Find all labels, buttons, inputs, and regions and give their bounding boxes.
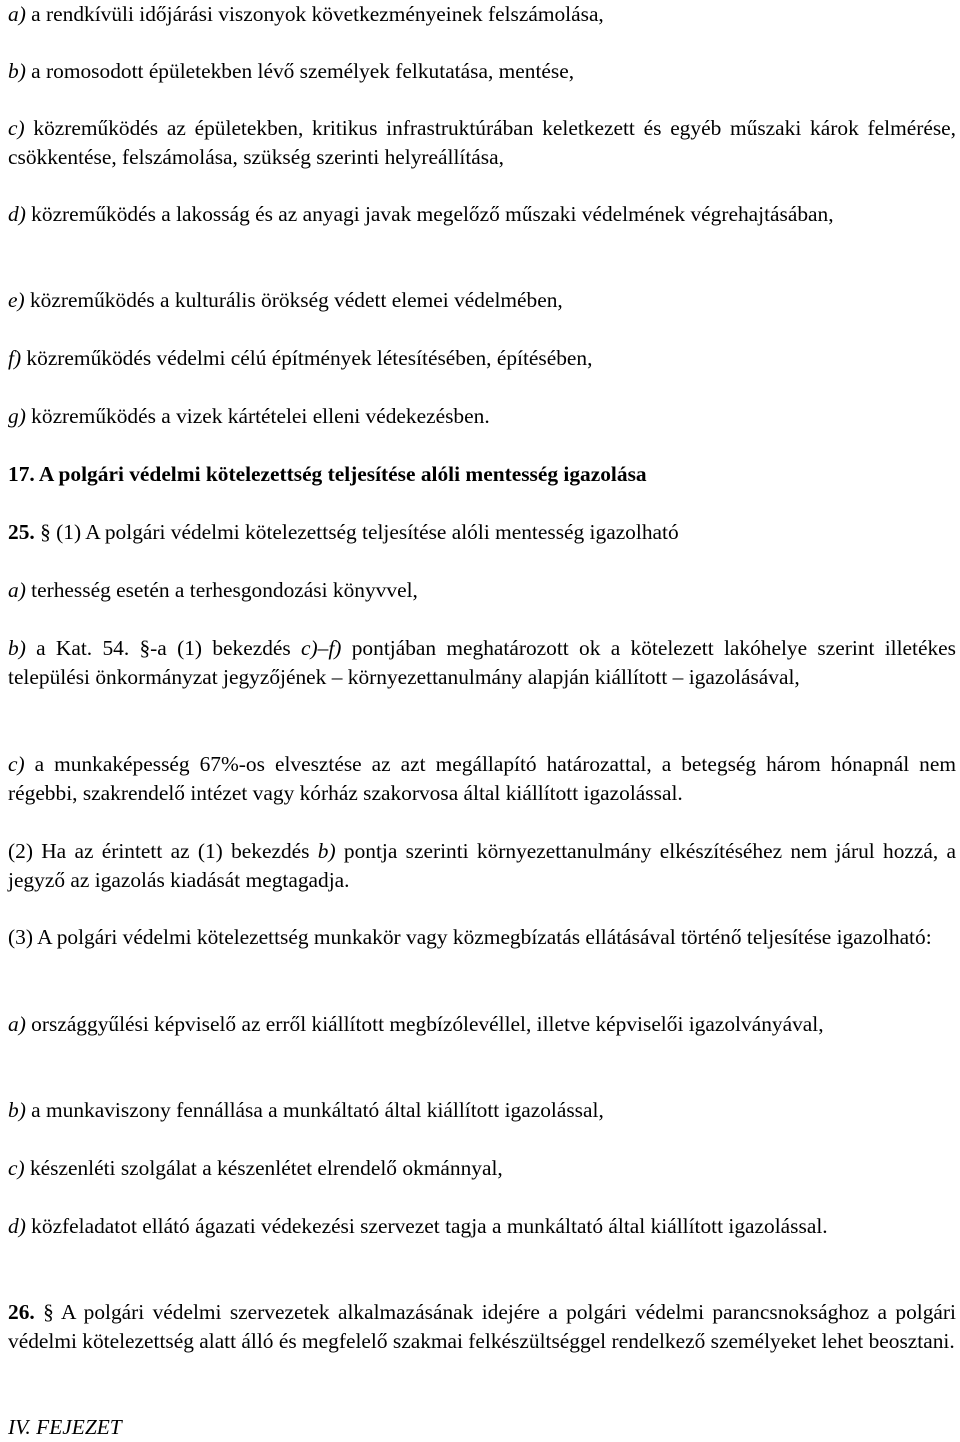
section-text: § A polgári védelmi szervezetek alkalmazásának idejére a polgári védelmi parancsnoksághoz a polgári védelmi kötelezettség alatt álló és megfelelő szakmai felkészültséggel rendelkező személyeket lehet beosztani. bbox=[8, 1300, 956, 1353]
point-label: b) bbox=[8, 1098, 26, 1122]
paragraph-text: pontja szerinti környezettanulmány elkészítéséhez nem járul hozzá, a jegyző az igazolás kiadását megtagadja. bbox=[8, 839, 956, 892]
point-label: b) bbox=[8, 59, 26, 83]
point-label: e) bbox=[8, 288, 25, 312]
paragraph-b bbox=[8, 57, 956, 86]
point-label: b) bbox=[8, 636, 26, 660]
point-text: közreműködés a lakosság és az anyagi javak megelőző műszaki védelmének végrehajtásában, bbox=[25, 202, 834, 226]
section-number: 25. bbox=[8, 520, 35, 544]
point-text: a romosodott épületekben lévő személyek felkutatása, mentése, bbox=[25, 59, 575, 83]
paragraph-f bbox=[8, 344, 956, 373]
section-heading-17: 17. A polgári védelmi kötelezettség teljesítése alóli mentesség igazolása bbox=[8, 462, 647, 486]
point-label: c) bbox=[8, 752, 25, 776]
paragraph-text: (3) A polgári védelmi kötelezettség munkakör vagy közmegbízatás ellátásával történő teljesítése igazolható: bbox=[8, 925, 932, 949]
point-label: g) bbox=[8, 404, 26, 428]
point-text: a munkaképesség 67%-os elvesztése az azt megállapító határozattal, a betegség három hónapnál nem régebbi, szakrendelő intézet vagy kórház szakorvosa által kiállított igazolással. bbox=[8, 752, 956, 805]
point-text: közreműködés az épületekben, kritikus infrastruktúrában keletkezett és egyéb műszaki károk felmérése, csökkentése, felszámolása, szükség szerinti helyreállítása, bbox=[8, 116, 956, 169]
paragraph-d bbox=[8, 200, 956, 229]
paragraph-g bbox=[8, 402, 956, 431]
section-number: 26. bbox=[8, 1300, 35, 1324]
paragraph-a bbox=[8, 0, 956, 29]
section-text: § (1) A polgári védelmi kötelezettség teljesítése alóli mentesség igazolható bbox=[34, 520, 679, 544]
point-text: pontjában meghatározott ok a kötelezett lakóhelye szerint illetékes települési önkormányzat jegyzőjének – környezettanulmány alapján kiállított – igazolásával, bbox=[8, 636, 957, 689]
chapter-heading: IV. FEJEZET bbox=[8, 1415, 122, 1439]
section-25-paragraph-3-point-d bbox=[8, 1212, 956, 1241]
point-reference: c)–f) bbox=[301, 636, 342, 660]
section-25-point-a bbox=[8, 576, 956, 605]
point-reference: b) bbox=[317, 839, 336, 863]
point-label: d) bbox=[8, 202, 26, 226]
section-25 bbox=[8, 518, 956, 547]
paragraph-c bbox=[8, 114, 956, 172]
section-26 bbox=[8, 1298, 956, 1356]
point-text: a rendkívüli időjárási viszonyok következményeinek felszámolása, bbox=[25, 2, 604, 26]
section-25-point-b bbox=[8, 634, 956, 692]
point-text: készenléti szolgálat a készenlétet elrendelő okmánnyal, bbox=[24, 1156, 503, 1180]
point-label: f) bbox=[8, 346, 22, 370]
point-label: a) bbox=[8, 578, 26, 602]
point-label: d) bbox=[8, 1214, 26, 1238]
point-label: c) bbox=[8, 1156, 25, 1180]
section-25-paragraph-3-point-a bbox=[8, 1010, 956, 1039]
section-25-paragraph-3 bbox=[8, 923, 956, 952]
point-text: közreműködés védelmi célú építmények létesítésében, építésében, bbox=[21, 346, 593, 370]
section-25-paragraph-2 bbox=[8, 837, 956, 895]
section-25-paragraph-3-point-c bbox=[8, 1154, 956, 1183]
point-label: a) bbox=[8, 1012, 26, 1036]
point-text: közreműködés a kulturális örökség védett elemei védelmében, bbox=[24, 288, 563, 312]
point-text: terhesség esetén a terhesgondozási könyvvel, bbox=[25, 578, 418, 602]
section-25-paragraph-3-point-b bbox=[8, 1096, 956, 1125]
paragraph-e bbox=[8, 286, 956, 315]
point-text: a munkaviszony fennállása a munkáltató által kiállított igazolással, bbox=[25, 1098, 604, 1122]
point-text: országgyűlési képviselő az erről kiállított megbízólevéllel, illetve képviselői igazolványával, bbox=[25, 1012, 824, 1036]
point-label: a) bbox=[8, 2, 26, 26]
point-label: c) bbox=[8, 116, 25, 140]
point-text: közfeladatot ellátó ágazati védekezési szervezet tagja a munkáltató által kiállított igazolással. bbox=[25, 1214, 828, 1238]
paragraph-text: (2) Ha az érintett az (1) bekezdés bbox=[8, 839, 318, 863]
section-25-point-c bbox=[8, 750, 956, 808]
point-text: a Kat. 54. §-a (1) bekezdés bbox=[25, 636, 302, 660]
point-text: közreműködés a vizek kártételei elleni védekezésben. bbox=[25, 404, 490, 428]
